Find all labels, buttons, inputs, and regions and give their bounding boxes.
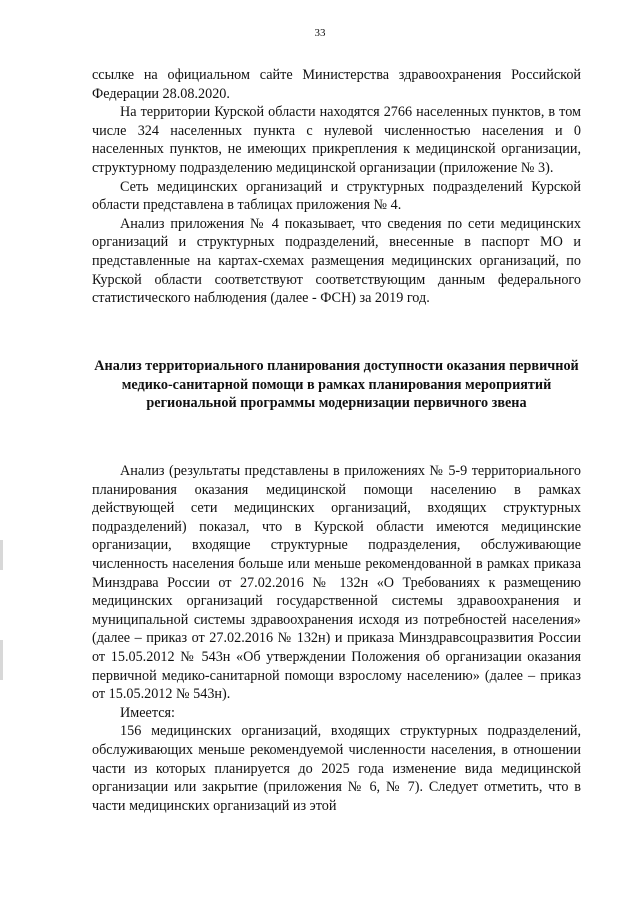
- page-number: 33: [314, 27, 326, 39]
- section-heading-text: Анализ территориального планирования доступности оказания первичной медико-санитарной помощи в рамках планирования мероприятий региональной программы модернизации первичного звена: [94, 358, 579, 412]
- paragraph-organizations-count: 156 медицинских организаций, входящих структурных подразделений, обслуживающих меньше рекомендуемой численности населения, в отношении части из которых планируется до 2025 года изменение вида медицинской организации или закрытие (приложения № 6, № 7). Следует отметить, что в части медицинских организаций из этой: [92, 723, 581, 814]
- scan-edge-mark: [0, 640, 3, 680]
- scan-edge-mark: [0, 540, 3, 570]
- paragraph-analysis-results: Анализ (результаты представлены в приложениях № 5-9 территориального планирования оказания медицинской помощи населению в рамках действующей сети медицинских организаций, входящих структурных подразделений) показал, что в Курской области имеются медицинские организации, входящие структурные подразделения, обслуживающие численность населения больше или меньше рекомендованной в рамках приказа Минздрава России от 27.02.2016 № 132н «О Требованиях к размещению медицинских организаций государственной системы здравоохранения и муниципальной системы здравоохранения исходя из потребностей населения» (далее – приказ от 27.02.2016 № 132н) и приказа Минздравсоцразвития России от 15.05.2012 № 543н «Об утверждении Положения об организации оказания первичной медико-санитарной помощи взрослому населению» (далее – приказ от 15.05.2012 № 543н).: [92, 463, 581, 703]
- paragraph-continuation: ссылке на официальном сайте Министерства здравоохранения Российской Федерации 28.08.2020.: [92, 67, 581, 102]
- analysis-text-block: [92, 462, 581, 815]
- paragraph-annex4-analysis: Анализ приложения № 4 показывает, что сведения по сети медицинских организаций и структурных подразделений, внесенные в паспорт МО и представленные на картах-схемах размещения медицинских организаций, по Курской области соответствуют соответствующим данным федерального статистического наблюдения (далее - ФСН) за 2019 год.: [92, 215, 581, 307]
- intro-text-block: [92, 66, 581, 308]
- paragraph-settlements: На территории Курской области находятся 2766 населенных пунктов, в том числе 324 населенных пункта с нулевой численностью населения и 0 населенных пунктов, не имеющих прикрепления к медицинской организации, структурному подразделению медицинской организации (приложение № 3).: [92, 104, 581, 176]
- paragraph-network: Сеть медицинских организаций и структурных подразделений Курской области представлена в таблицах приложения № 4.: [92, 178, 581, 214]
- section-heading: [92, 357, 581, 413]
- paragraph-available: Имеется:: [120, 704, 175, 721]
